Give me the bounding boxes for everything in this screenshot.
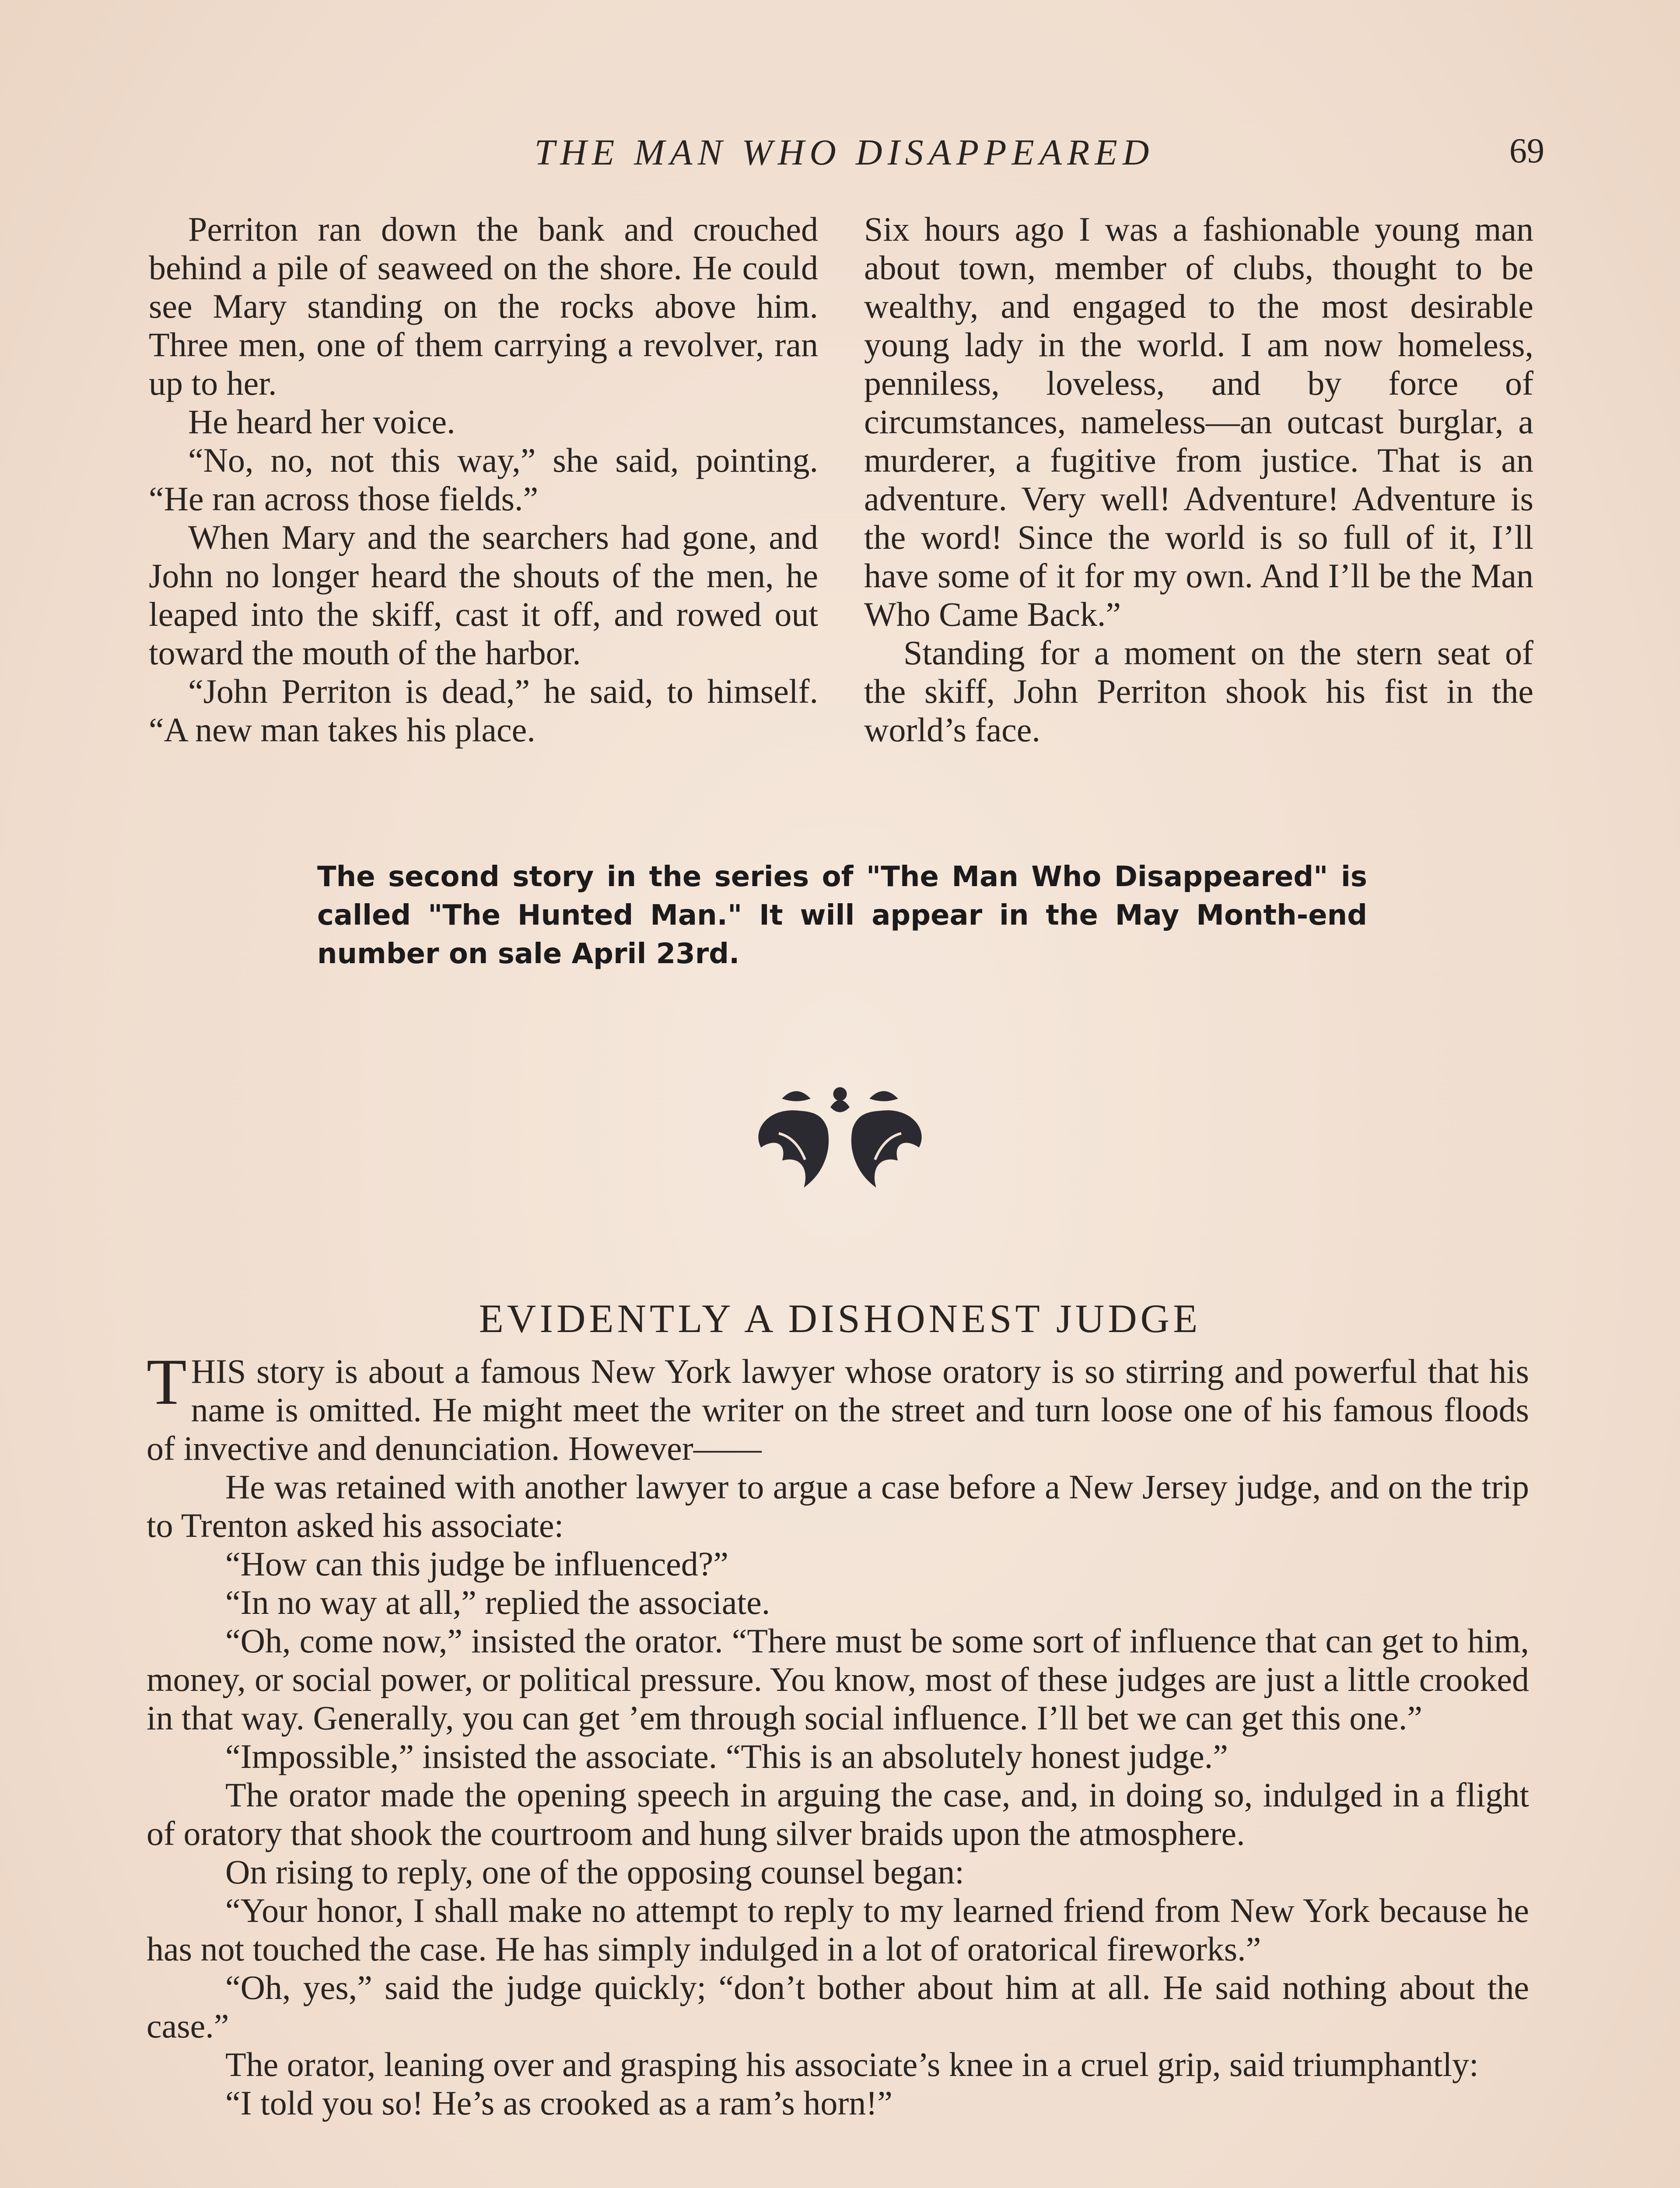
- paragraph: “John Perriton is dead,” he said, to himself. “A new man takes his place.: [149, 672, 818, 749]
- paragraph: “No, no, not this way,” she said, pointing. “He ran across those fields.”: [149, 441, 818, 518]
- paragraph: “Oh, come now,” insisted the orator. “There must be some sort of influence that can get to him, money, or social power, or political pressure. You know, most of these judges are just a little crooked in that way. Generally, you can get ’em through social influence. I’ll bet we can get this one.”: [147, 1622, 1529, 1737]
- right-column: [864, 210, 1533, 749]
- paragraph: “Impossible,” insisted the associate. “This is an absolutely honest judge.”: [225, 1737, 1228, 1775]
- paragraph: He heard her voice.: [188, 403, 455, 441]
- page-number: 69: [1509, 132, 1544, 170]
- paragraph: Six hours ago I was a fashionable young man about town, member of clubs, thought to be wealthy, and engaged to the most desirable young lady in the world. I am now homeless, penniless, loveless, and by force of circumstances, nameless—an outcast burglar, a murderer, a fugitive from justice. That is an adventure. Very well! Adventure! Adventure is the word! Since the world is so full of it, I’ll have some of it for my own. And I’ll be the Man Who Came Back.”: [864, 210, 1533, 633]
- left-column: [149, 210, 818, 749]
- paragraph: [147, 1346, 1529, 1468]
- paragraph: He was retained with another lawyer to argue a case before a New Jersey judge, and on the trip to Trenton asked his associate:: [147, 1468, 1529, 1544]
- leaf-ornament-icon: [744, 1081, 936, 1190]
- page-header: [144, 131, 1544, 179]
- paragraph: “Oh, yes,” said the judge quickly; “don’t bother about him at all. He said nothing about the case.”: [147, 1968, 1529, 2045]
- paragraph: Perriton ran down the bank and crouched behind a pile of seaweed on the shore. He could see Mary standing on the rocks above him. Three men, one of them carrying a revolver, ran up to her.: [149, 210, 818, 402]
- article-body: [147, 1346, 1529, 2122]
- paragraph: When Mary and the searchers had gone, and John no longer heard the shouts of the men, he leaped into the skiff, cast it off, and rowed out toward the mouth of the harbor.: [149, 518, 818, 672]
- paragraph: “How can this judge be influenced?”: [225, 1545, 729, 1583]
- running-title: THE MAN WHO DISAPPEARED: [534, 132, 1155, 173]
- paragraph-text: HIS story is about a famous New York lawyer whose oratory is so stirring and powerful that his name is omitted. He might meet the writer on the street and turn loose one of his famous floods of invective and denunciation. However——: [147, 1352, 1529, 1467]
- paragraph: “Your honor, I shall make no attempt to reply to my learned friend from New York because he has not touched the case. He has simply indulged in a lot of oratorical fireworks.”: [147, 1891, 1529, 1968]
- paragraph: The orator, leaning over and grasping his associate’s knee in a cruel grip, said triumphantly:: [225, 2045, 1479, 2083]
- paragraph: The orator made the opening speech in arguing the case, and, in doing so, indulged in a flight of oratory that shook the courtroom and hung silver braids upon the atmosphere.: [147, 1776, 1529, 1852]
- paragraph: On rising to reply, one of the opposing counsel began:: [225, 1853, 964, 1891]
- paragraph: “I told you so! He’s as crooked as a ram’s horn!”: [225, 2084, 892, 2122]
- drop-cap: T: [147, 1346, 187, 1418]
- next-story-notice: The second story in the series of "The Man Who Disappeared" is called "The Hunted Man." It will appear in the May Month-end number on sale April 23rd.: [317, 861, 1367, 970]
- article-title: EVIDENTLY A DISHONEST JUDGE: [479, 1296, 1201, 1341]
- paragraph: Standing for a moment on the stern seat of the skiff, John Perriton shook his fist in the world’s face.: [864, 634, 1533, 749]
- paragraph: “In no way at all,” replied the associate.: [225, 1583, 770, 1621]
